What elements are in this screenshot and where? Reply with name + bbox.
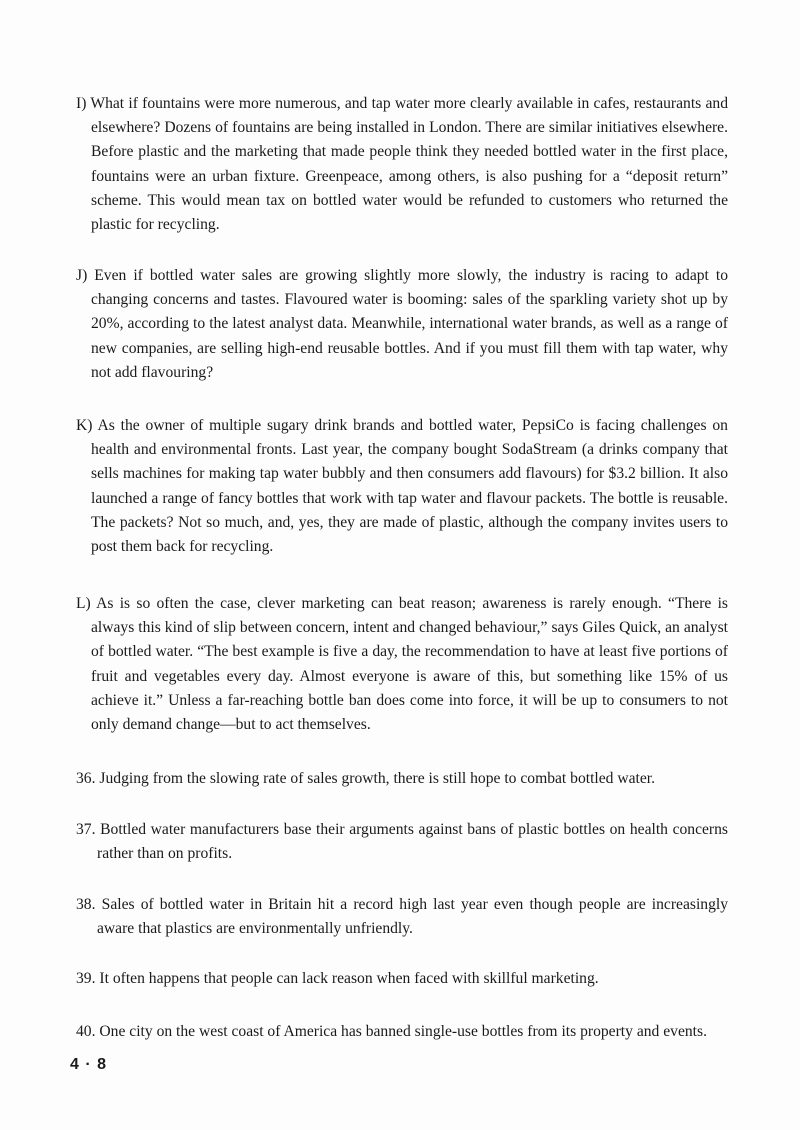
paragraph-j xyxy=(76,264,728,385)
paragraph-k xyxy=(76,414,728,559)
paragraph-label: I) xyxy=(76,95,87,112)
paragraph-label: J) xyxy=(76,267,88,284)
paragraph-l xyxy=(76,592,728,737)
question-number: 38. xyxy=(76,896,96,913)
paragraph-text: What if fountains were more numerous, and tap water more clearly available in cafes, restaurants and elsewhere? Dozens of fountains are being installed in London. There are similar initiatives elsewhere. Before plastic and the marketing that made people think they needed bottled water in the first place, fountains were an urban fixture. Greenpeace, among others, is also pushing for a “deposit return” scheme. This would mean tax on bottled water would be refunded to customers who returned the plastic for recycling. xyxy=(90,95,728,234)
question-38 xyxy=(76,893,728,941)
question-36 xyxy=(76,767,728,791)
question-text: Sales of bottled water in Britain hit a record high last year even though people are increasingly aware that plastics are environmentally unfriendly. xyxy=(97,896,728,938)
paragraph-text: Even if bottled water sales are growing slightly more slowly, the industry is racing to adapt to changing concerns and tastes. Flavoured water is booming: sales of the sparkling variety shot up by 20%, according to the latest analyst data. Meanwhile, international water brands, as well as a range of new companies, are selling high-end reusable bottles. And if you must fill them with tap water, why not add flavouring? xyxy=(91,267,729,381)
question-text: Bottled water manufacturers base their arguments against bans of plastic bottles on health concerns rather than on profits. xyxy=(97,821,728,863)
question-number: 37. xyxy=(76,821,96,838)
question-39 xyxy=(76,967,728,991)
paragraph-text: As the owner of multiple sugary drink brands and bottled water, PepsiCo is facing challenges on health and environmental fronts. Last year, the company bought SodaStream (a drinks company that sells machines for making tap water bubbly and then consumers add flavours) for $3.2 billion. It also launched a range of fancy bottles that work with tap water and flavour packets. The bottle is reusable. The packets? Not so much, and, yes, they are made of plastic, although the company invites users to post them back for recycling. xyxy=(91,417,728,556)
paragraph-label: L) xyxy=(76,595,91,612)
paragraph-text: As is so often the case, clever marketing can beat reason; awareness is rarely enough. “There is always this kind of slip between concern, intent and changed behaviour,” says Giles Quick, an analyst of bottled water. “The best example is five a day, the recommendation to have at least five portions of fruit and vegetables every day. Almost everyone is aware of this, but something like 15% of us achieve it.” Unless a far-reaching bottle ban does come into force, it will be up to consumers to not only demand change—but to act themselves. xyxy=(91,595,728,734)
question-text: One city on the west coast of America has banned single-use bottles from its property and events. xyxy=(99,1023,707,1040)
question-number: 40. xyxy=(76,1023,96,1040)
paragraph-i xyxy=(76,92,728,237)
question-40 xyxy=(76,1020,728,1044)
question-37 xyxy=(76,818,728,866)
paragraph-label: K) xyxy=(76,417,93,434)
question-text: Judging from the slowing rate of sales growth, there is still hope to combat bottled water. xyxy=(99,770,656,787)
question-text: It often happens that people can lack reason when faced with skillful marketing. xyxy=(99,970,599,987)
question-number: 36. xyxy=(76,770,96,787)
question-number: 39. xyxy=(76,970,96,987)
page-number: 4 · 8 xyxy=(70,1056,108,1073)
